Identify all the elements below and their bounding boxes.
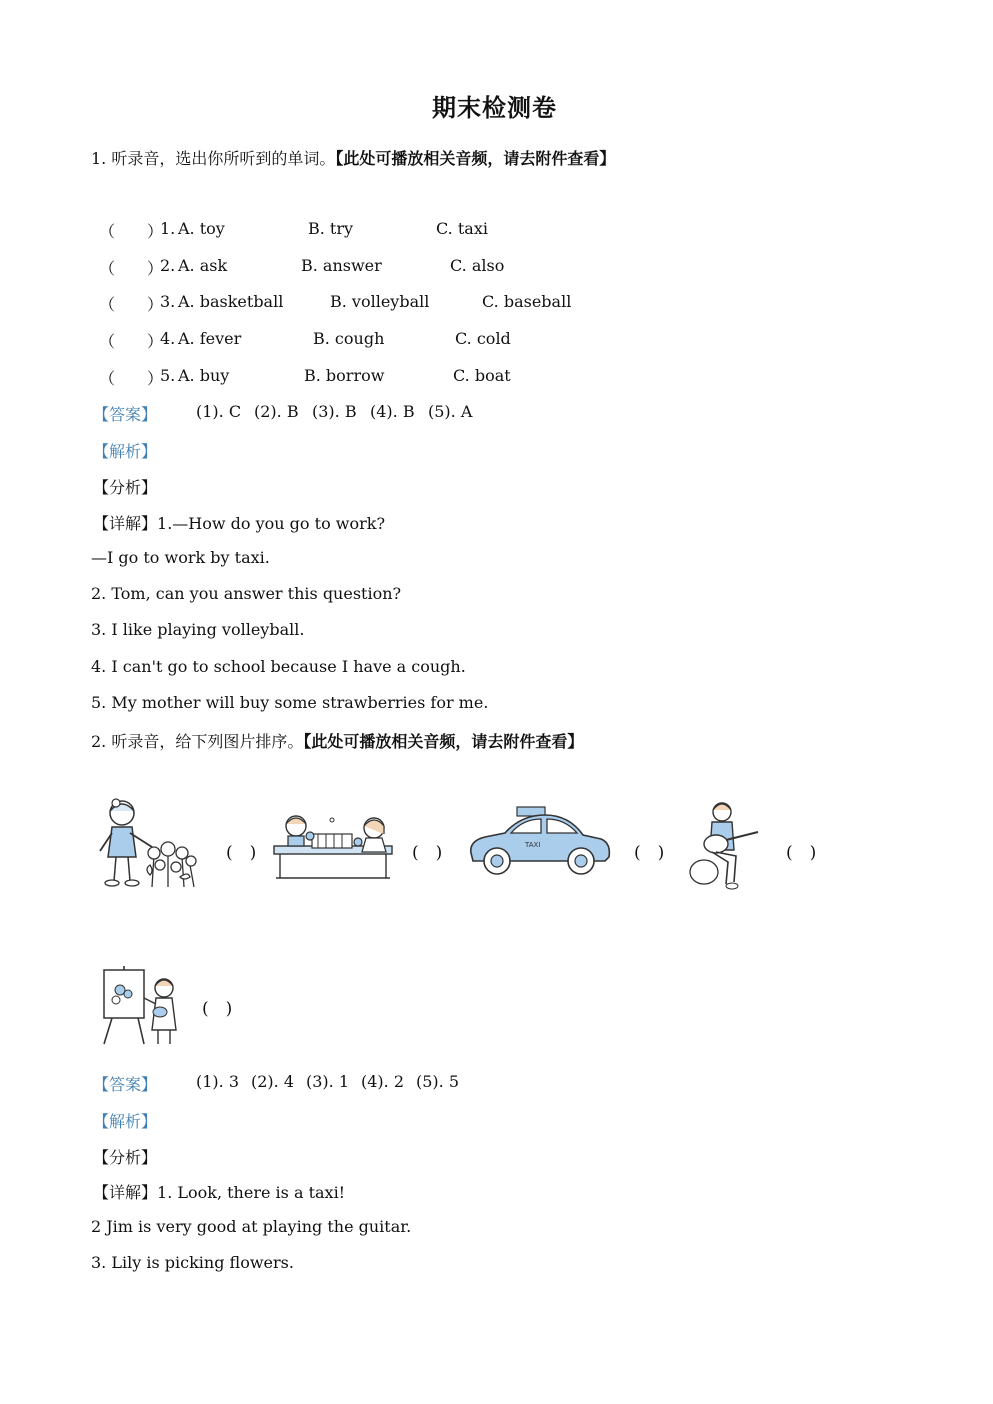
option-b: B. cough — [313, 329, 385, 348]
answer-paren: （ ） — [99, 259, 164, 278]
item-number: 5. — [160, 366, 176, 385]
option-a: A. ask — [178, 256, 228, 275]
answer-3: (3). 1 — [306, 1072, 350, 1091]
option-a: A. basketball — [178, 292, 284, 311]
answer-4: (4). 2 — [361, 1072, 405, 1091]
detail-text: 1.—How do you go to work? — [157, 514, 386, 533]
detail-line: 3. Lily is picking flowers. — [91, 1253, 294, 1272]
q1-prompt-text: 1. 听录音，选出你所听到的单词。 — [91, 149, 336, 168]
girl-painting-image — [98, 964, 182, 1048]
item-number: 3. — [160, 292, 176, 311]
kids-playing-table-tennis-image — [270, 812, 398, 884]
item-number: 1. — [160, 219, 176, 238]
detail-line: —I go to work by taxi. — [91, 548, 270, 567]
order-blank-5[interactable]: ( ) — [202, 999, 233, 1019]
order-blank-3[interactable]: ( ) — [634, 843, 665, 863]
option-c: C. baseball — [482, 292, 572, 311]
q2-prompt — [91, 729, 583, 752]
order-blank-1[interactable]: ( ) — [226, 843, 257, 863]
answer-paren: （ ） — [99, 295, 164, 314]
order-blank-2[interactable]: ( ) — [412, 843, 443, 863]
detail-label: 【详解】 — [93, 1183, 158, 1202]
option-a: A. fever — [178, 329, 242, 348]
option-c: C. also — [450, 256, 505, 275]
answer-label: 【答案】 — [93, 1075, 158, 1094]
detail-line: 4. I can't go to school because I have a cough. — [91, 657, 466, 676]
jiexi-label: 【解析】 — [93, 1112, 158, 1131]
boy-playing-guitar-image — [686, 800, 760, 892]
taxi-image — [465, 805, 613, 879]
list-item — [99, 219, 163, 242]
answer-paren: （ ） — [99, 369, 164, 388]
detail-line: 2. Tom, can you answer this question? — [91, 584, 402, 603]
detail-line — [93, 1180, 345, 1203]
option-b: B. answer — [301, 256, 382, 275]
answer-5: (5). A — [428, 402, 473, 421]
order-blank-4[interactable]: ( ) — [786, 843, 817, 863]
detail-line: 2 Jim is very good at playing the guitar. — [91, 1217, 412, 1236]
answer-paren: （ ） — [99, 222, 164, 241]
answer-4: (4). B — [370, 402, 415, 421]
option-a: A. buy — [178, 366, 230, 385]
option-c: C. taxi — [436, 219, 488, 238]
option-a: A. toy — [178, 219, 225, 238]
answer-paren: （ ） — [99, 332, 164, 351]
answer-1: (1). C — [196, 402, 242, 421]
q1-prompt — [91, 146, 615, 169]
fenxi-label: 【分析】 — [93, 478, 158, 497]
answer-2: (2). 4 — [251, 1072, 295, 1091]
answer-2: (2). B — [254, 402, 299, 421]
taxi-sign-text: TAXI — [525, 841, 541, 849]
answer-1: (1). 3 — [196, 1072, 240, 1091]
answer-5: (5). 5 — [416, 1072, 460, 1091]
detail-label: 【详解】 — [93, 514, 158, 533]
item-number: 4. — [160, 329, 176, 348]
item-number: 2. — [160, 256, 176, 275]
q2-prompt-text: 2. 听录音，给下列图片排序。 — [91, 732, 304, 751]
jiexi-label: 【解析】 — [93, 442, 158, 461]
q2-audio-note: 【此处可播放相关音频，请去附件查看】 — [303, 732, 584, 751]
girl-picking-flowers-image — [94, 795, 200, 895]
detail-text: 1. Look, there is a taxi! — [157, 1183, 346, 1202]
option-b: B. borrow — [304, 366, 385, 385]
option-c: C. cold — [455, 329, 511, 348]
option-b: B. try — [308, 219, 354, 238]
page-title: 期末检测卷 — [432, 93, 557, 122]
answer-3: (3). B — [312, 402, 357, 421]
option-c: C. boat — [453, 366, 511, 385]
fenxi-label: 【分析】 — [93, 1148, 158, 1167]
answer-label: 【答案】 — [93, 405, 158, 424]
detail-line — [93, 511, 385, 534]
q1-audio-note: 【此处可播放相关音频，请去附件查看】 — [335, 149, 616, 168]
option-b: B. volleyball — [330, 292, 430, 311]
detail-line: 3. I like playing volleyball. — [91, 620, 305, 639]
detail-line: 5. My mother will buy some strawberries for me. — [91, 693, 489, 712]
